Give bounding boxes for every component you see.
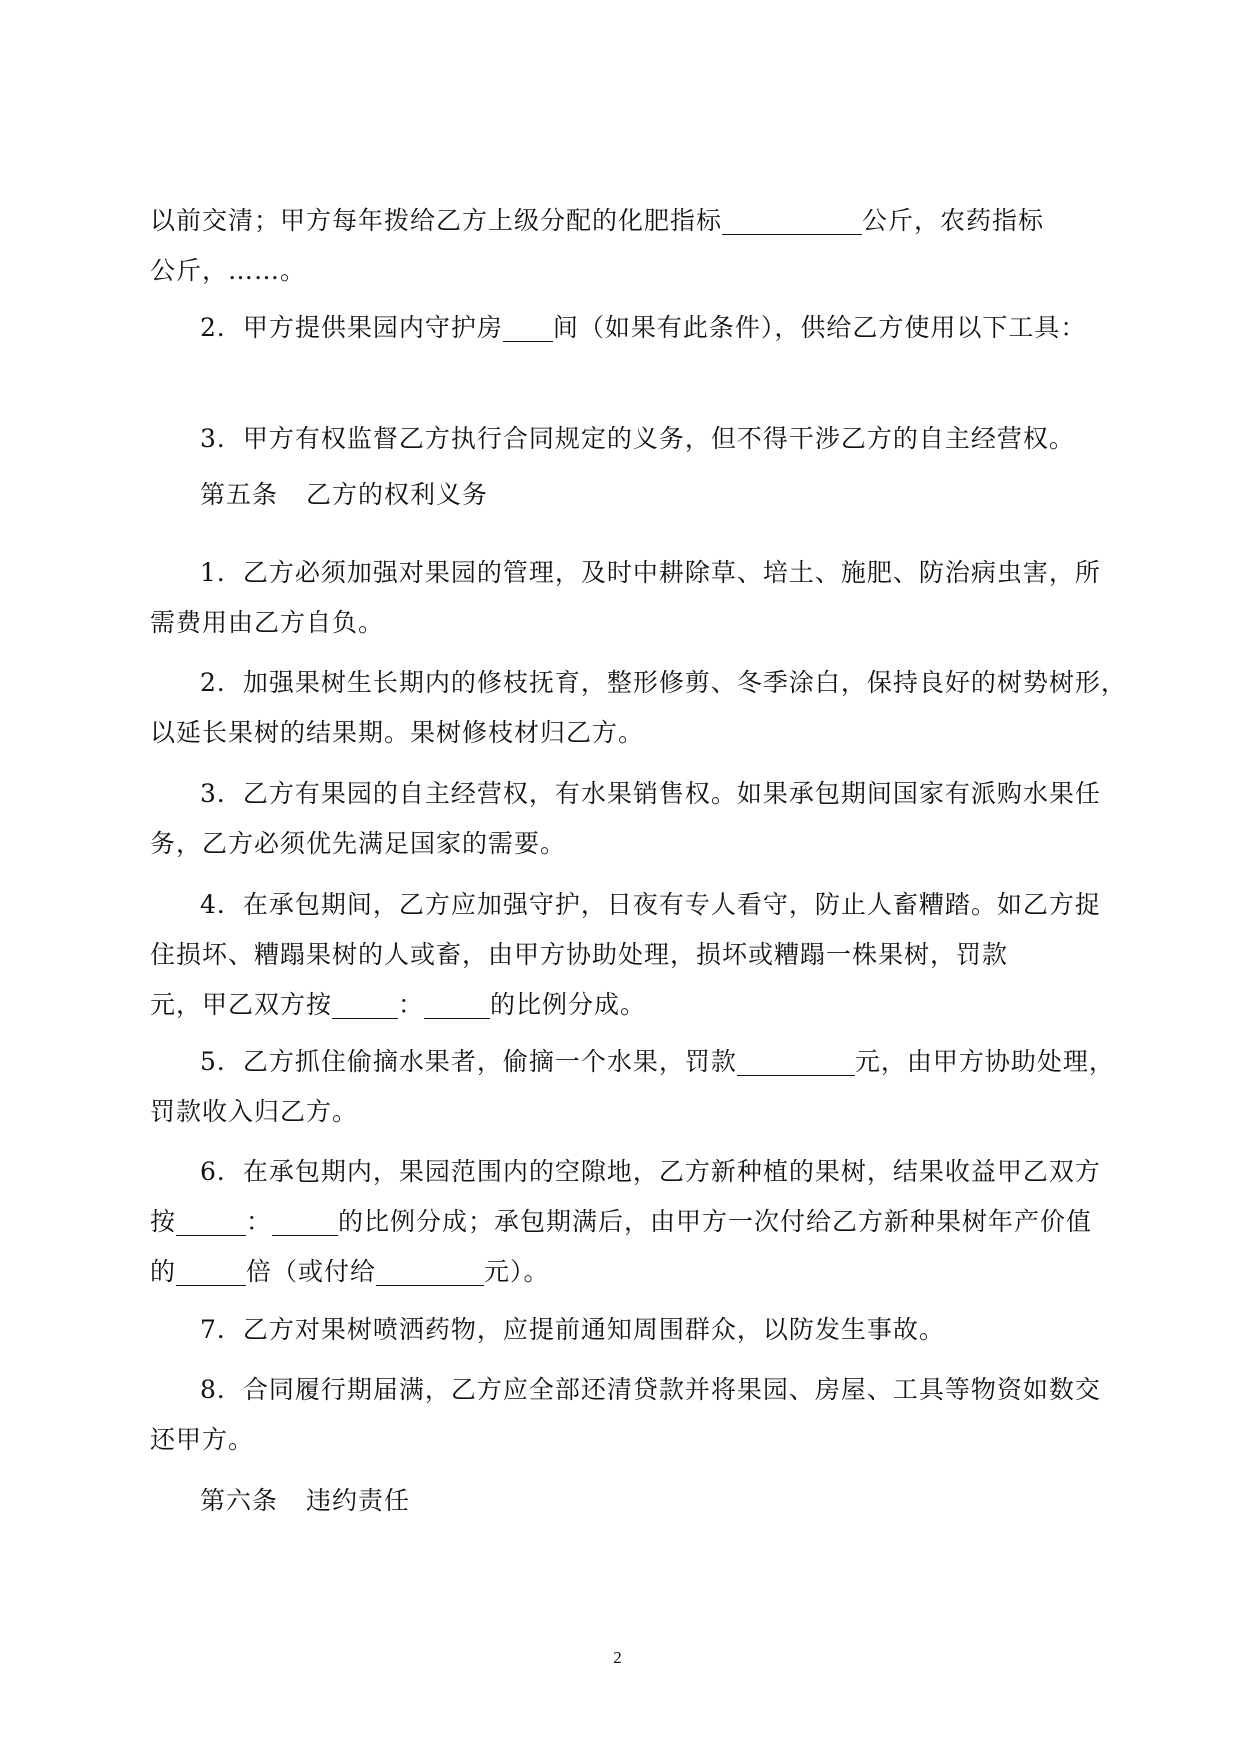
fill-blank xyxy=(722,204,862,235)
clause-5-4: 4．在承包期间，乙方应加强守护，日夜有专人看守，防止人畜糟踏。如乙方捉 住损坏、糟蹋果树的人或畜，由甲方协助处理，损坏或糟蹋一株果树，罚款 元，甲乙双方按 ： 的比例分成。 xyxy=(150,890,1101,1019)
paragraph-line: 以前交清；甲方每年拨给乙方上级分配的化肥指标 公斤，农药指标 xyxy=(150,206,1045,235)
clause-5-5: 5．乙方抓住偷摘水果者，偷摘一个水果，罚款 元，由甲方协助处理， 罚款收入归乙方。 xyxy=(150,1047,1115,1126)
clause-5-1: 1．乙方必须加强对果园的管理，及时中耕除草、培土、施肥、防治病虫害，所 需费用由乙方自负。 xyxy=(150,558,1101,637)
page-number: 2 xyxy=(613,1648,622,1667)
fill-blank xyxy=(332,988,398,1019)
fill-blank xyxy=(176,1255,246,1286)
clause-5-8: 8．合同履行期届满，乙方应全部还清贷款并将果园、房屋、工具等物资如数交 还甲方。 xyxy=(150,1375,1101,1454)
fill-blank xyxy=(176,1205,246,1236)
clause-5-7: 7．乙方对果树喷洒药物，应提前通知周围群众，以防发生事故。 xyxy=(200,1315,945,1344)
article-5-heading: 第五条 乙方的权利义务 xyxy=(200,480,489,509)
fill-blank xyxy=(376,1255,484,1286)
clause-4-3: 3．甲方有权监督乙方执行合同规定的义务，但不得干涉乙方的自主经营权。 xyxy=(200,424,1075,453)
clause-4-2: 2．甲方提供果园内守护房 间（如果有此条件），供给乙方使用以下工具： xyxy=(200,313,1087,342)
article-6-heading: 第六条 违约责任 xyxy=(200,1486,411,1515)
clause-5-3: 3．乙方有果园的自主经营权，有水果销售权。如果承包期间国家有派购水果任 务，乙方必须优先满足国家的需要。 xyxy=(150,779,1101,858)
fill-blank xyxy=(424,988,490,1019)
fill-blank xyxy=(737,1045,855,1076)
fill-blank xyxy=(503,311,553,342)
clause-5-2: 2．加强果树生长期内的修枝抚育，整形修剪、冬季涂白，保持良好的树势树形， 以延长果树的结果期。果树修枝材归乙方。 xyxy=(150,668,1127,747)
fill-blank xyxy=(272,1205,338,1236)
paragraph-line: 公斤，……。 xyxy=(150,256,307,285)
clause-5-6: 6．在承包期内，果园范围内的空隙地，乙方新种植的果树，结果收益甲乙双方 按 ： 的比例分成；承包期满后，由甲方一次付给乙方新种果树年产价值 的 倍（或付给 元）。 xyxy=(150,1157,1101,1286)
paragraph-fertilizer-quota xyxy=(150,196,1085,296)
